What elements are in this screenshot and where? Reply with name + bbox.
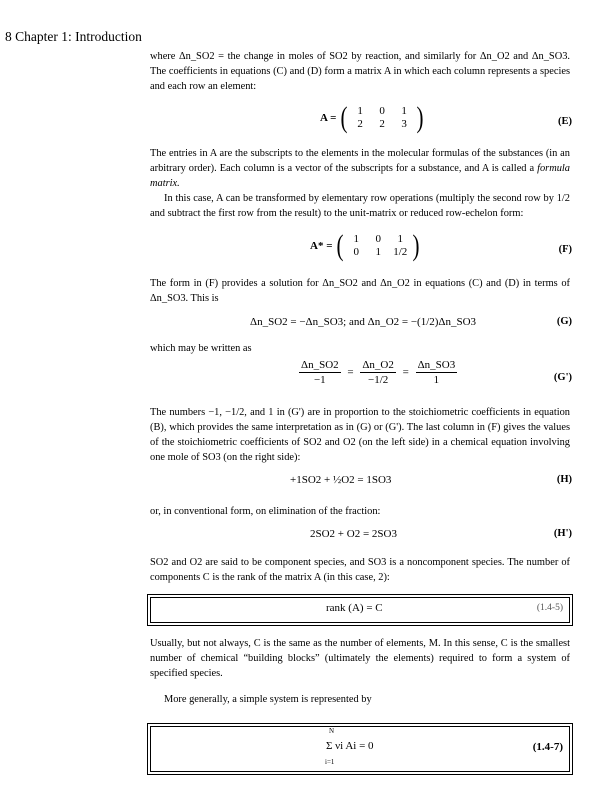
eq-label-e: (E)	[558, 116, 572, 127]
fraction-denominator: −1	[313, 374, 326, 386]
equation-g-prime: $\frac{\Delta n\_SO2}{-1}$ = $\frac{\Delta n\_O2}{-1/2}$ = $\frac{\Delta n\_SO3}{1}$ (G')	[301, 359, 572, 386]
fraction-numerator: Δn_O2	[362, 359, 394, 371]
eq-e-lhs: A =	[320, 112, 337, 124]
matrix-cell: 2	[379, 118, 385, 130]
fraction-denominator: −1/2	[367, 374, 389, 386]
matrix-cell: 1	[357, 105, 363, 117]
rank-equation-box	[150, 597, 570, 623]
fraction-o2	[360, 358, 396, 387]
matrix-a: ( 1 0 1 2 2 3 )	[340, 101, 424, 134]
matrix-cell: 0	[375, 233, 381, 245]
sum-lower-limit: i=1	[325, 758, 335, 766]
paragraph-4: The form in (F) provides a solution for Δn_SO2 and Δn_O2 in equations (C) and (D) in terms of Δn_SO3. This is	[150, 278, 570, 304]
rank-equation: rank (A) = C	[326, 602, 383, 614]
matrix-cell: 3	[401, 118, 407, 130]
main-equation: Σ νi Ai = 0	[326, 740, 374, 752]
eq-label-main: (1.4-7)	[532, 741, 563, 753]
fraction-denominator: 1	[433, 374, 440, 386]
matrix-cell: 1	[401, 105, 407, 117]
paragraph-7: or, in conventional form, on elimination of the fraction:	[150, 506, 381, 517]
matrix-cell: 0	[353, 246, 359, 258]
eq-label-h: (H)	[556, 474, 572, 485]
paragraph-2-text: The entries in A are the subscripts to the elements in the molecular formulas of the substances (in an arbitrary order). Each column is a vector of the subscripts for a substance, and A is called a	[150, 148, 570, 174]
paragraph-8: SO2 and O2 are said to be component species, and SO3 is a noncomponent species. The number of components C is the rank of the matrix A (in this case, 2):	[150, 557, 570, 583]
paragraph-6: The numbers −1, −1/2, and 1 in (G') are in proportion to the stoichiometric coefficients in equation (B), which provides the same interpretation as in (G) or (G'). The last column in (F) gives the values of the stoichiometric coefficients of SO2 and O2 (on the left side) in a chemical equation involving one mole of SO3 (on the right side):	[150, 407, 570, 463]
matrix-cell: 1	[375, 246, 381, 258]
eq-h-body: +1SO2 + ½O2 = 1SO3	[290, 474, 392, 486]
eq-label-g-prime: (G')	[553, 372, 572, 383]
eq-label-rank: (1.4-5)	[536, 603, 563, 613]
eq-f-lhs: A* =	[310, 240, 333, 252]
equation-h	[150, 468, 572, 496]
paragraph-9: Usually, but not always, C is the same as the number of elements, M. In this sense, C is the smallest number of chemical “building blocks” (ultimately the elements) required to form a system of specified species.	[150, 638, 570, 679]
paragraph-2	[150, 146, 570, 191]
eq-label-h-prime: (H')	[553, 528, 572, 539]
equation-g	[150, 314, 572, 334]
fraction-numerator: Δn_SO2	[301, 359, 339, 371]
matrix-a-star: ( 1 0 1 0 1 1/2 )	[336, 229, 420, 262]
matrix-cell: 1/2	[393, 246, 408, 258]
equation-h-prime	[150, 526, 572, 546]
equation-e	[150, 101, 572, 144]
eq-h-prime-body: 2SO2 + O2 = 2SO3	[310, 528, 397, 540]
paragraph-1: where Δn_SO2 = the change in moles of SO2 by reaction, and similarly for Δn_O2 and Δn_SO3. The coefficients in equations (C) and (D) form a matrix A in which each column represents a species and each row an element:	[150, 51, 570, 92]
eq-label-f: (F)	[558, 244, 572, 255]
fraction-so3	[416, 358, 458, 387]
eq-label-g: (G)	[556, 316, 572, 327]
sum-upper-limit: N	[329, 727, 335, 735]
formula-matrix-term: formula matrix.	[150, 163, 570, 189]
main-equation-box	[150, 726, 570, 772]
fraction-so2	[299, 358, 341, 387]
paragraph-10: More generally, a simple system is represented by	[164, 694, 372, 705]
matrix-cell: 0	[379, 105, 385, 117]
paragraph-3: In this case, A can be transformed by elementary row operations (multiply the second row by 1/2 and subtract the first row from the result) to the unit-matrix or reduced row-echelon form:	[150, 193, 570, 219]
running-head: 8 Chapter 1: Introduction	[5, 29, 142, 44]
fraction-numerator: Δn_SO3	[417, 359, 456, 371]
eq-g-body: Δn_SO2 = −Δn_SO3; and Δn_O2 = −(1/2)Δn_SO3	[250, 316, 477, 328]
equation-f	[150, 229, 572, 272]
matrix-cell: 2	[357, 118, 363, 130]
paragraph-5: which may be written as	[150, 343, 252, 354]
matrix-cell: 1	[353, 233, 359, 245]
matrix-cell: 1	[397, 233, 403, 245]
